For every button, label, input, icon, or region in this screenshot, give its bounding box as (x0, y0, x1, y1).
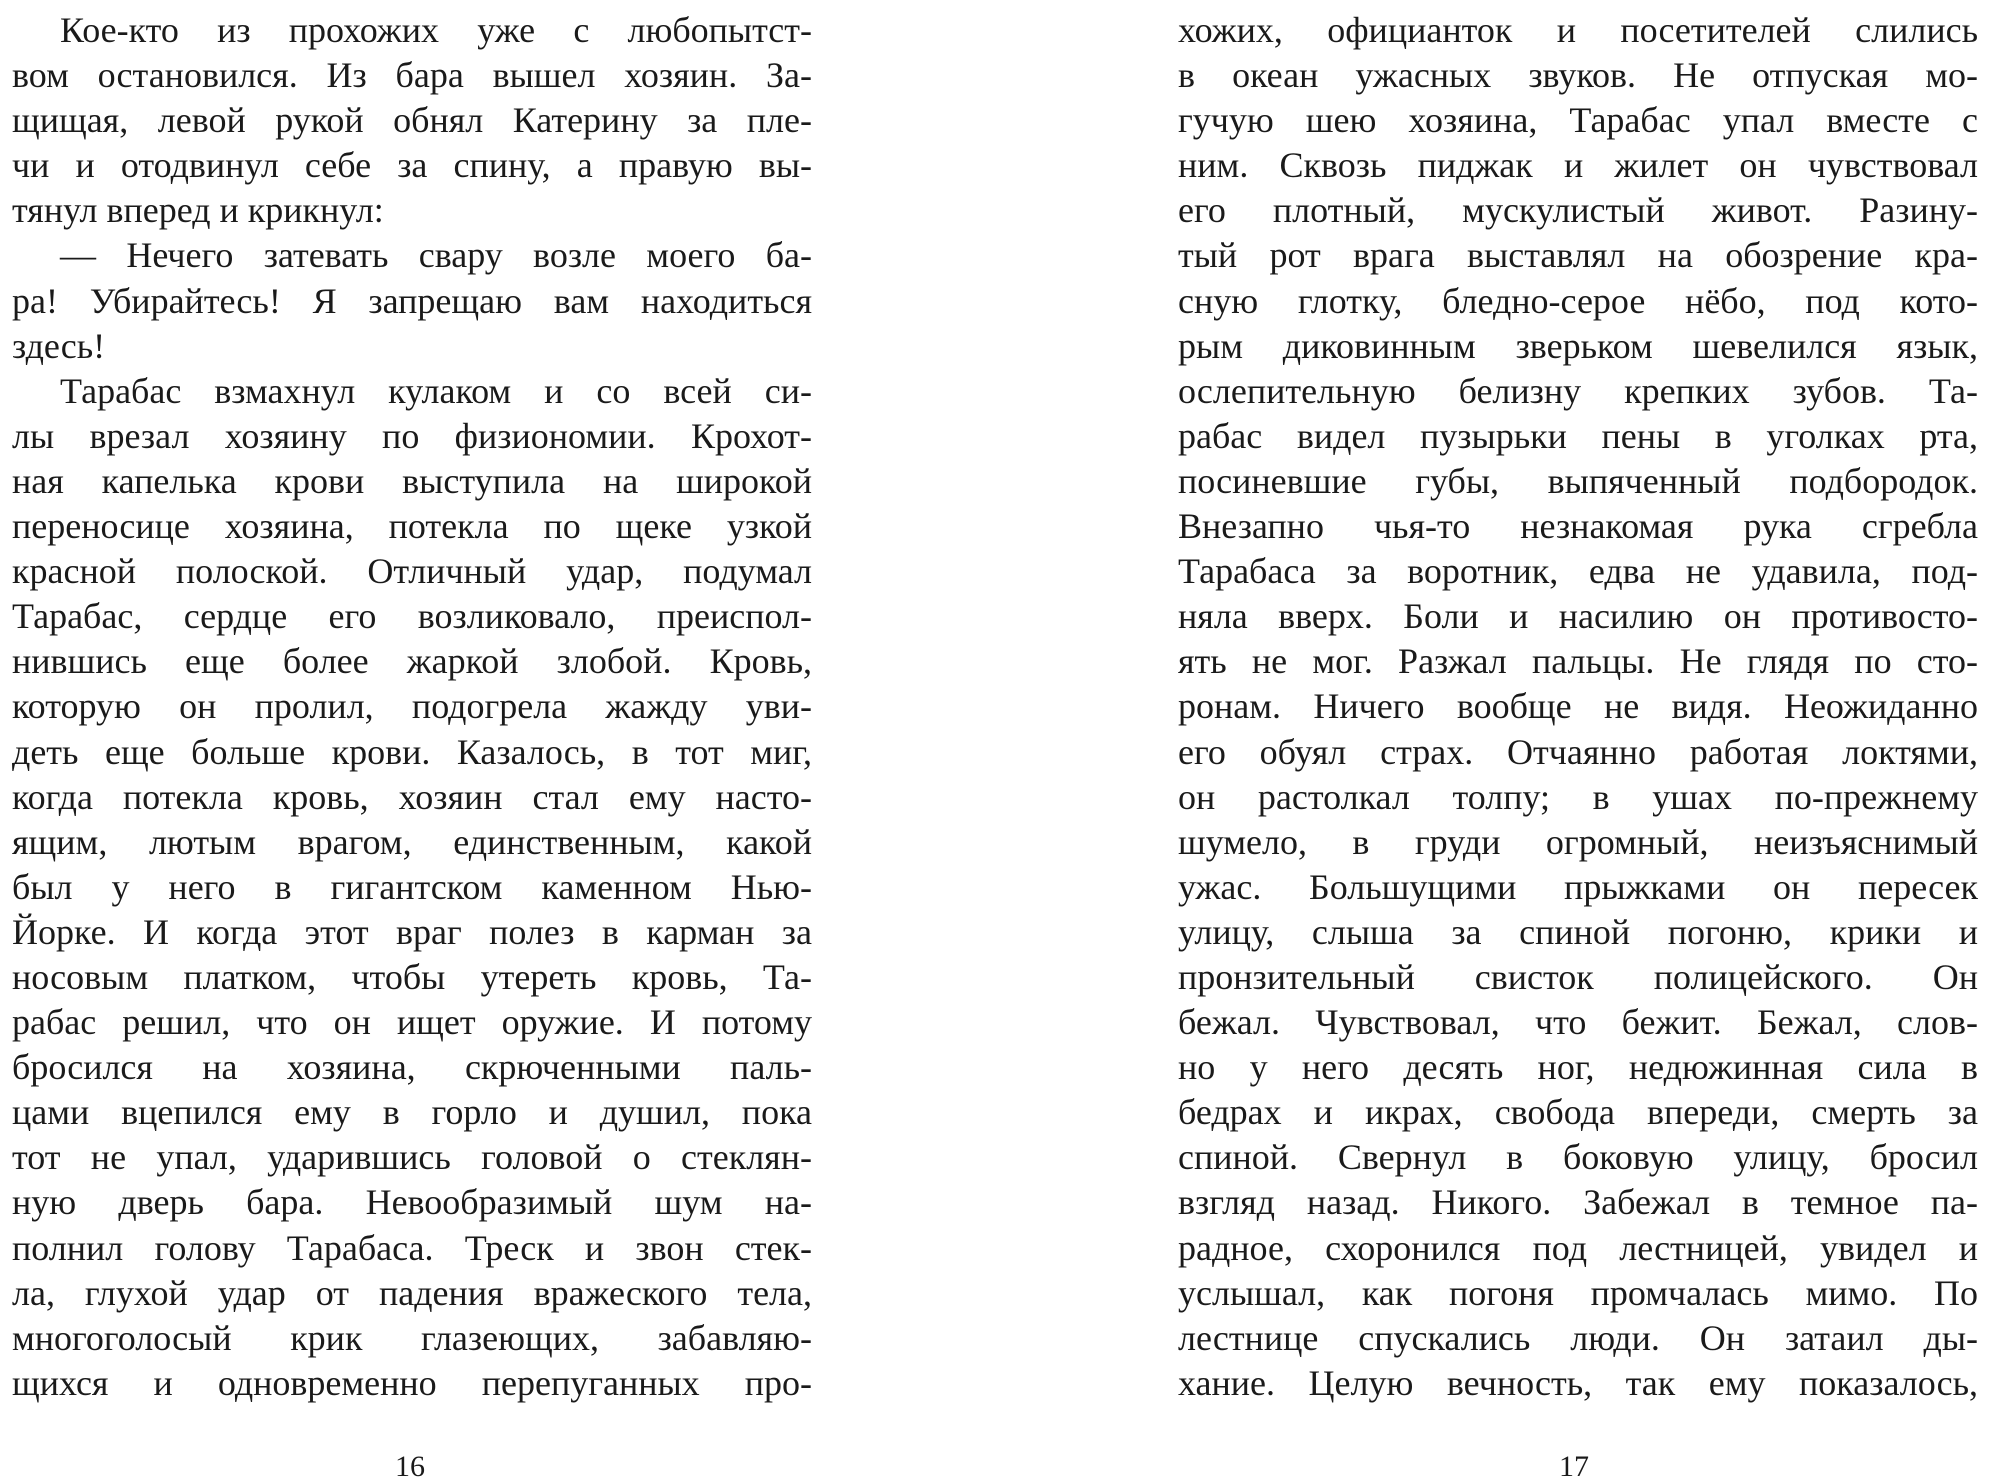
text-line: ужас. Большущими прыжками он пересек (1178, 866, 1978, 907)
text-line: многоголосый крик глазеющих, забавляю- (12, 1317, 812, 1358)
text-line: бежал. Чувствовал, что бежит. Бежал, слов- (1178, 1002, 1978, 1043)
text-line: цами вцепился ему в горло и душил, пока (12, 1092, 812, 1133)
text-line: хание. Целую вечность, так ему показалось, (1178, 1362, 1978, 1403)
page-number: 17 (1559, 1450, 1589, 1483)
text-line: его обуял страх. Отчаянно работая локтями, (1178, 731, 1978, 772)
text-line: был у него в гигантском каменном Нью- (12, 866, 812, 907)
text-line: хожих, официанток и посетителей слились (1178, 10, 1978, 50)
text-line: чи и отодвинул себе за спину, а правую вы- (12, 145, 812, 186)
text-line: гучую шею хозяина, Тарабас упал вместе с (1178, 100, 1978, 141)
text-line: рабас видел пузырьки пены в уголках рта, (1178, 415, 1978, 456)
text-line: он растолкал толпу; в ушах по-прежнему (1178, 776, 1978, 817)
text-line: лестнице спускались люди. Он затаил ды- (1178, 1317, 1978, 1358)
text-line: красной полоской. Отличный удар, подумал (12, 551, 812, 592)
text-line: ним. Сквозь пиджак и жилет он чувствовал (1178, 145, 1978, 186)
text-line: Тарабас, сердце его возликовало, преиспол- (12, 596, 812, 637)
text-line: ронам. Ничего вообще не видя. Неожиданно (1178, 686, 1978, 727)
text-line: Тарабаса за воротник, едва не удавила, под- (1178, 551, 1978, 592)
text-line: — Нечего затевать свару возле моего ба- (60, 235, 812, 276)
text-line: но у него десять ног, недюжинная сила в (1178, 1047, 1978, 1088)
text-line: щищая, левой рукой обнял Катерину за пле- (12, 100, 812, 141)
text-line: щихся и одновременно перепуганных про- (12, 1362, 812, 1403)
text-line: шумело, в груди огромный, неизъяснимый (1178, 821, 1978, 862)
text-line: когда потекла кровь, хозяин стал ему насто- (12, 776, 812, 817)
text-line: посиневшие губы, выпяченный подбородок. (1178, 460, 1978, 501)
text-line: ящим, лютым врагом, единственным, какой (12, 821, 812, 862)
right-page-text (1178, 8, 1978, 1406)
text-line: полнил голову Тарабаса. Треск и звон стек- (12, 1227, 812, 1268)
text-line: Тарабас взмахнул кулаком и со всей си- (60, 370, 812, 411)
text-line: Йорке. И когда этот враг полез в карман за (12, 911, 812, 952)
text-line: ять не мог. Разжал пальцы. Не глядя по сто- (1178, 641, 1978, 682)
text-line: ра! Убирайтесь! Я запрещаю вам находиться (12, 280, 812, 321)
text-line: здесь! (12, 325, 106, 366)
left-page (0, 0, 1000, 1482)
text-line: в океан ужасных звуков. Не отпуская мо- (1178, 55, 1978, 96)
left-page-text (12, 8, 812, 1406)
page-number: 16 (395, 1450, 425, 1483)
text-line: пронзительный свисток полицейского. Он (1178, 956, 1978, 997)
text-line: ослепительную белизну крепких зубов. Та- (1178, 370, 1978, 411)
text-line: ная капелька крови выступила на широкой (12, 460, 812, 501)
text-line: нившись еще более жаркой злобой. Кровь, (12, 641, 812, 682)
text-line: деть еще больше крови. Казалось, в тот миг, (12, 731, 812, 772)
text-line: вом остановился. Из бара вышел хозяин. За- (12, 55, 812, 96)
text-line: бросился на хозяина, скрюченными паль- (12, 1047, 812, 1088)
text-line: няла вверх. Боли и насилию он противосто- (1178, 596, 1978, 637)
text-line: которую он пролил, подогрела жажду уви- (12, 686, 812, 727)
text-line: Внезапно чья-то незнакомая рука сгребла (1178, 506, 1978, 547)
text-line: ла, глухой удар от падения вражеского тела, (12, 1272, 812, 1313)
text-line: его плотный, мускулистый живот. Разину- (1178, 190, 1978, 231)
text-line: ную дверь бара. Невообразимый шум на- (12, 1182, 812, 1223)
text-line: переносице хозяина, потекла по щеке узкой (12, 506, 812, 547)
text-line: лы врезал хозяину по физиономии. Крохот- (12, 415, 812, 456)
text-line: тот не упал, ударившись головой о стеклян- (12, 1137, 812, 1178)
text-line: носовым платком, чтобы утереть кровь, Та- (12, 956, 812, 997)
text-line: Кое-кто из прохожих уже с любопытст- (60, 10, 812, 50)
text-line: спиной. Свернул в боковую улицу, бросил (1178, 1137, 1978, 1178)
text-line: услышал, как погоня промчалась мимо. По (1178, 1272, 1978, 1313)
right-page (1000, 0, 2000, 1482)
text-line: сную глотку, бледно-серое нёбо, под кото- (1178, 280, 1978, 321)
text-line: взгляд назад. Никого. Забежал в темное па- (1178, 1182, 1978, 1223)
text-line: тый рот врага выставлял на обозрение кра- (1178, 235, 1978, 276)
text-line: бедрах и икрах, свобода впереди, смерть за (1178, 1092, 1978, 1133)
text-line: тянул вперед и крикнул: (12, 190, 384, 231)
text-line: рым диковинным зверьком шевелился язык, (1178, 325, 1978, 366)
text-line: рабас решил, что он ищет оружие. И потому (12, 1002, 812, 1043)
text-line: радное, схоронился под лестницей, увидел и (1178, 1227, 1978, 1268)
text-line: улицу, слыша за спиной погоню, крики и (1178, 911, 1978, 952)
